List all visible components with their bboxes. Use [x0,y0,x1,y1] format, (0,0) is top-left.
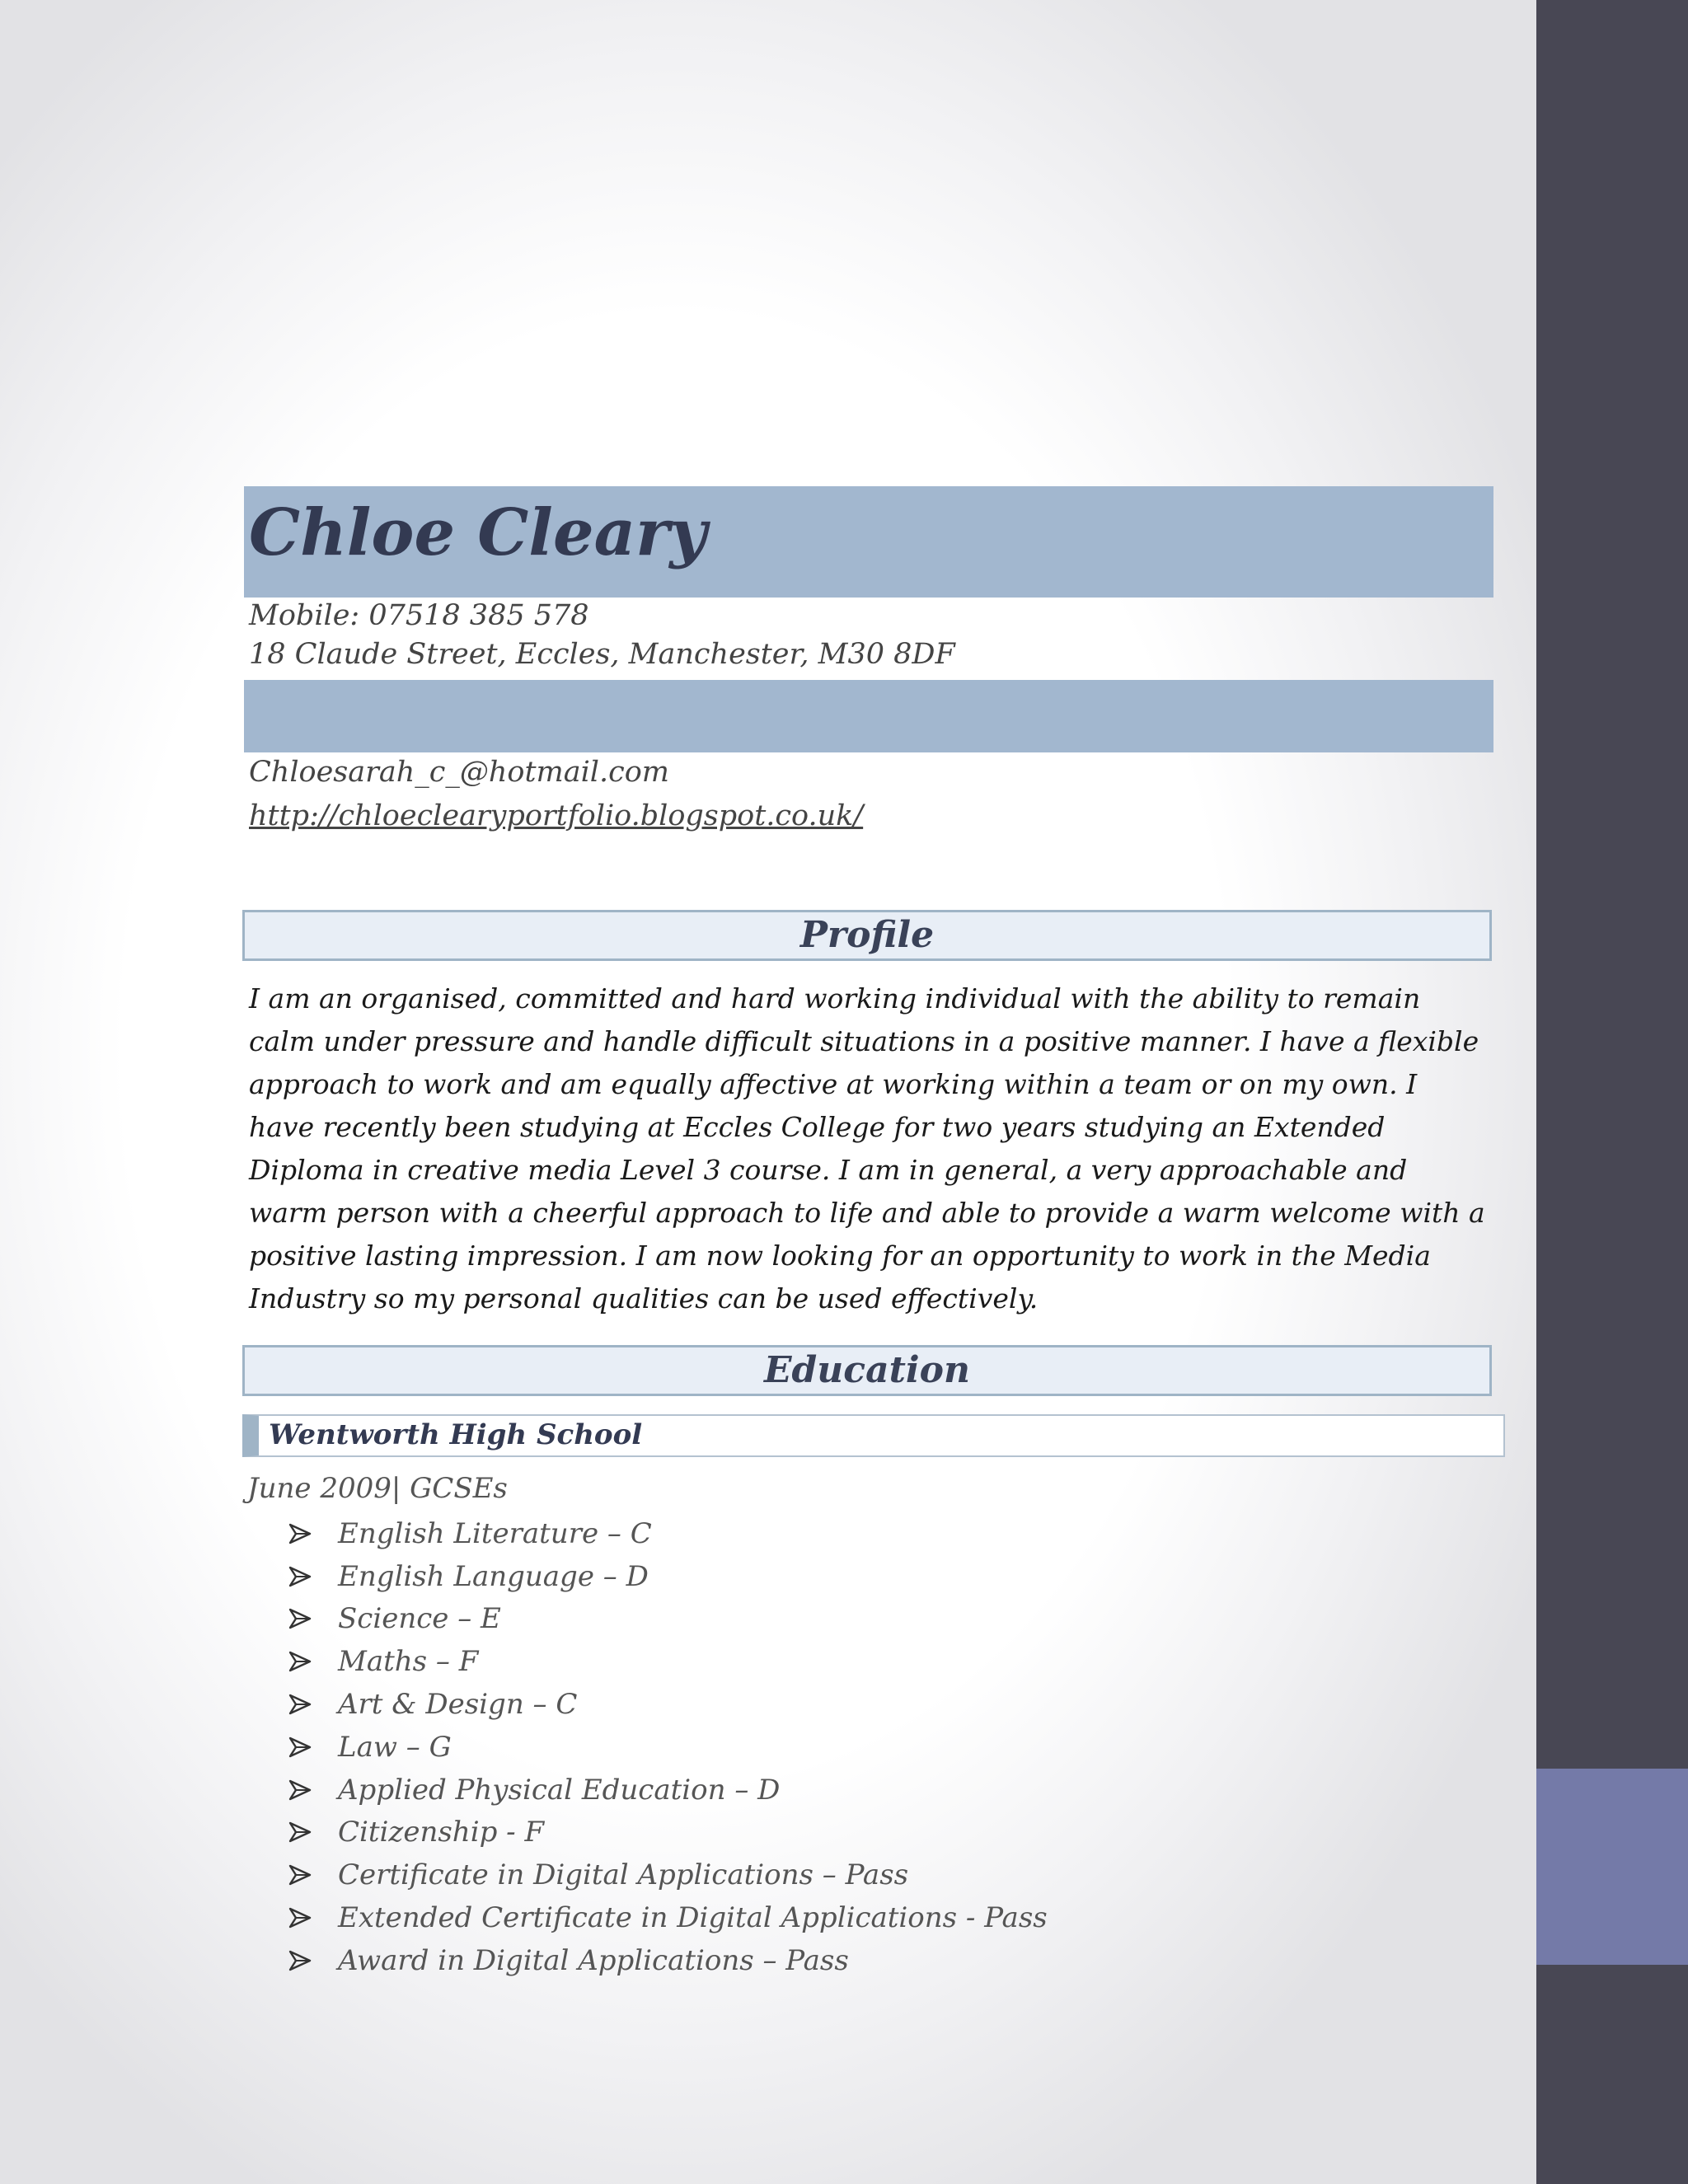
subject-text: Certificate in Digital Applications – Pass [338,1858,909,1892]
address: 18 Claude Street, Eccles, Manchester, M30 8DF [249,638,955,671]
subject-text: Maths – F [338,1645,479,1679]
mobile-number: Mobile: 07518 385 578 [249,599,589,632]
subject-text: Citizenship - F [338,1816,545,1849]
subject-item [288,1598,1048,1641]
arrowhead-bullet-icon [288,1651,338,1672]
candidate-name: Chloe Cleary [249,495,707,570]
subject-item [288,1896,1048,1939]
subject-text: English Literature – C [338,1516,652,1550]
subject-text: Art & Design – C [338,1688,578,1722]
subject-item [288,1555,1048,1598]
contact-banner [244,680,1493,752]
arrowhead-bullet-icon [288,1608,338,1629]
education-heading: Education [242,1345,1492,1396]
subject-item [288,1512,1048,1555]
arrowhead-bullet-icon [288,1566,338,1587]
arrowhead-bullet-icon [288,1779,338,1801]
arrowhead-bullet-icon [288,1821,338,1843]
subject-item [288,1726,1048,1769]
arrowhead-bullet-icon [288,1736,338,1758]
subject-item [288,1854,1048,1896]
subject-list [288,1512,1048,1982]
arrowhead-bullet-icon [288,1523,338,1544]
arrowhead-bullet-icon [288,1694,338,1715]
portfolio-link[interactable]: http://chloeclearyportfolio.blogspot.co.uk/ [249,799,864,832]
profile-heading: Profile [242,910,1492,961]
email-address: Chloesarah_c_@hotmail.com [249,756,669,789]
arrowhead-bullet-icon [288,1864,338,1886]
subject-text: Law – G [338,1730,452,1764]
profile-text: I am an organised, committed and hard working individual with the ability to remain calm under pressure and handle difficult situations in a positive manner. I have a flexible approach to work and am equally affective at working within a team or on my own. I have recently been studying at Eccles College for two years studying an Extended Diploma in creative media Level 3 course. I am in general, a very approachable and warm person with a cheerful approach to life and able to provide a warm welcome with a positive lasting impression. I am now looking for an opportunity to work in the Media Industry so my personal qualities can be used effectively. [249,982,1485,1315]
subject-item [288,1683,1048,1726]
name-banner [244,486,1493,598]
subject-item [288,1811,1048,1854]
subject-text: Science – E [338,1602,501,1636]
subject-item [288,1640,1048,1683]
qualification-date: June 2009| GCSEs [247,1472,508,1505]
subject-item [288,1769,1048,1811]
subject-item [288,1939,1048,1982]
subject-text: Award in Digital Applications – Pass [338,1943,849,1977]
subject-text: Applied Physical Education – D [338,1773,781,1807]
subject-text: Extended Certificate in Digital Applications - Pass [338,1901,1048,1935]
arrowhead-bullet-icon [288,1950,338,1971]
sidebar-accent-block [1536,1769,1688,1965]
subject-text: English Language – D [338,1559,649,1593]
arrowhead-bullet-icon [288,1907,338,1929]
school-name: Wentworth High School [242,1414,1505,1457]
